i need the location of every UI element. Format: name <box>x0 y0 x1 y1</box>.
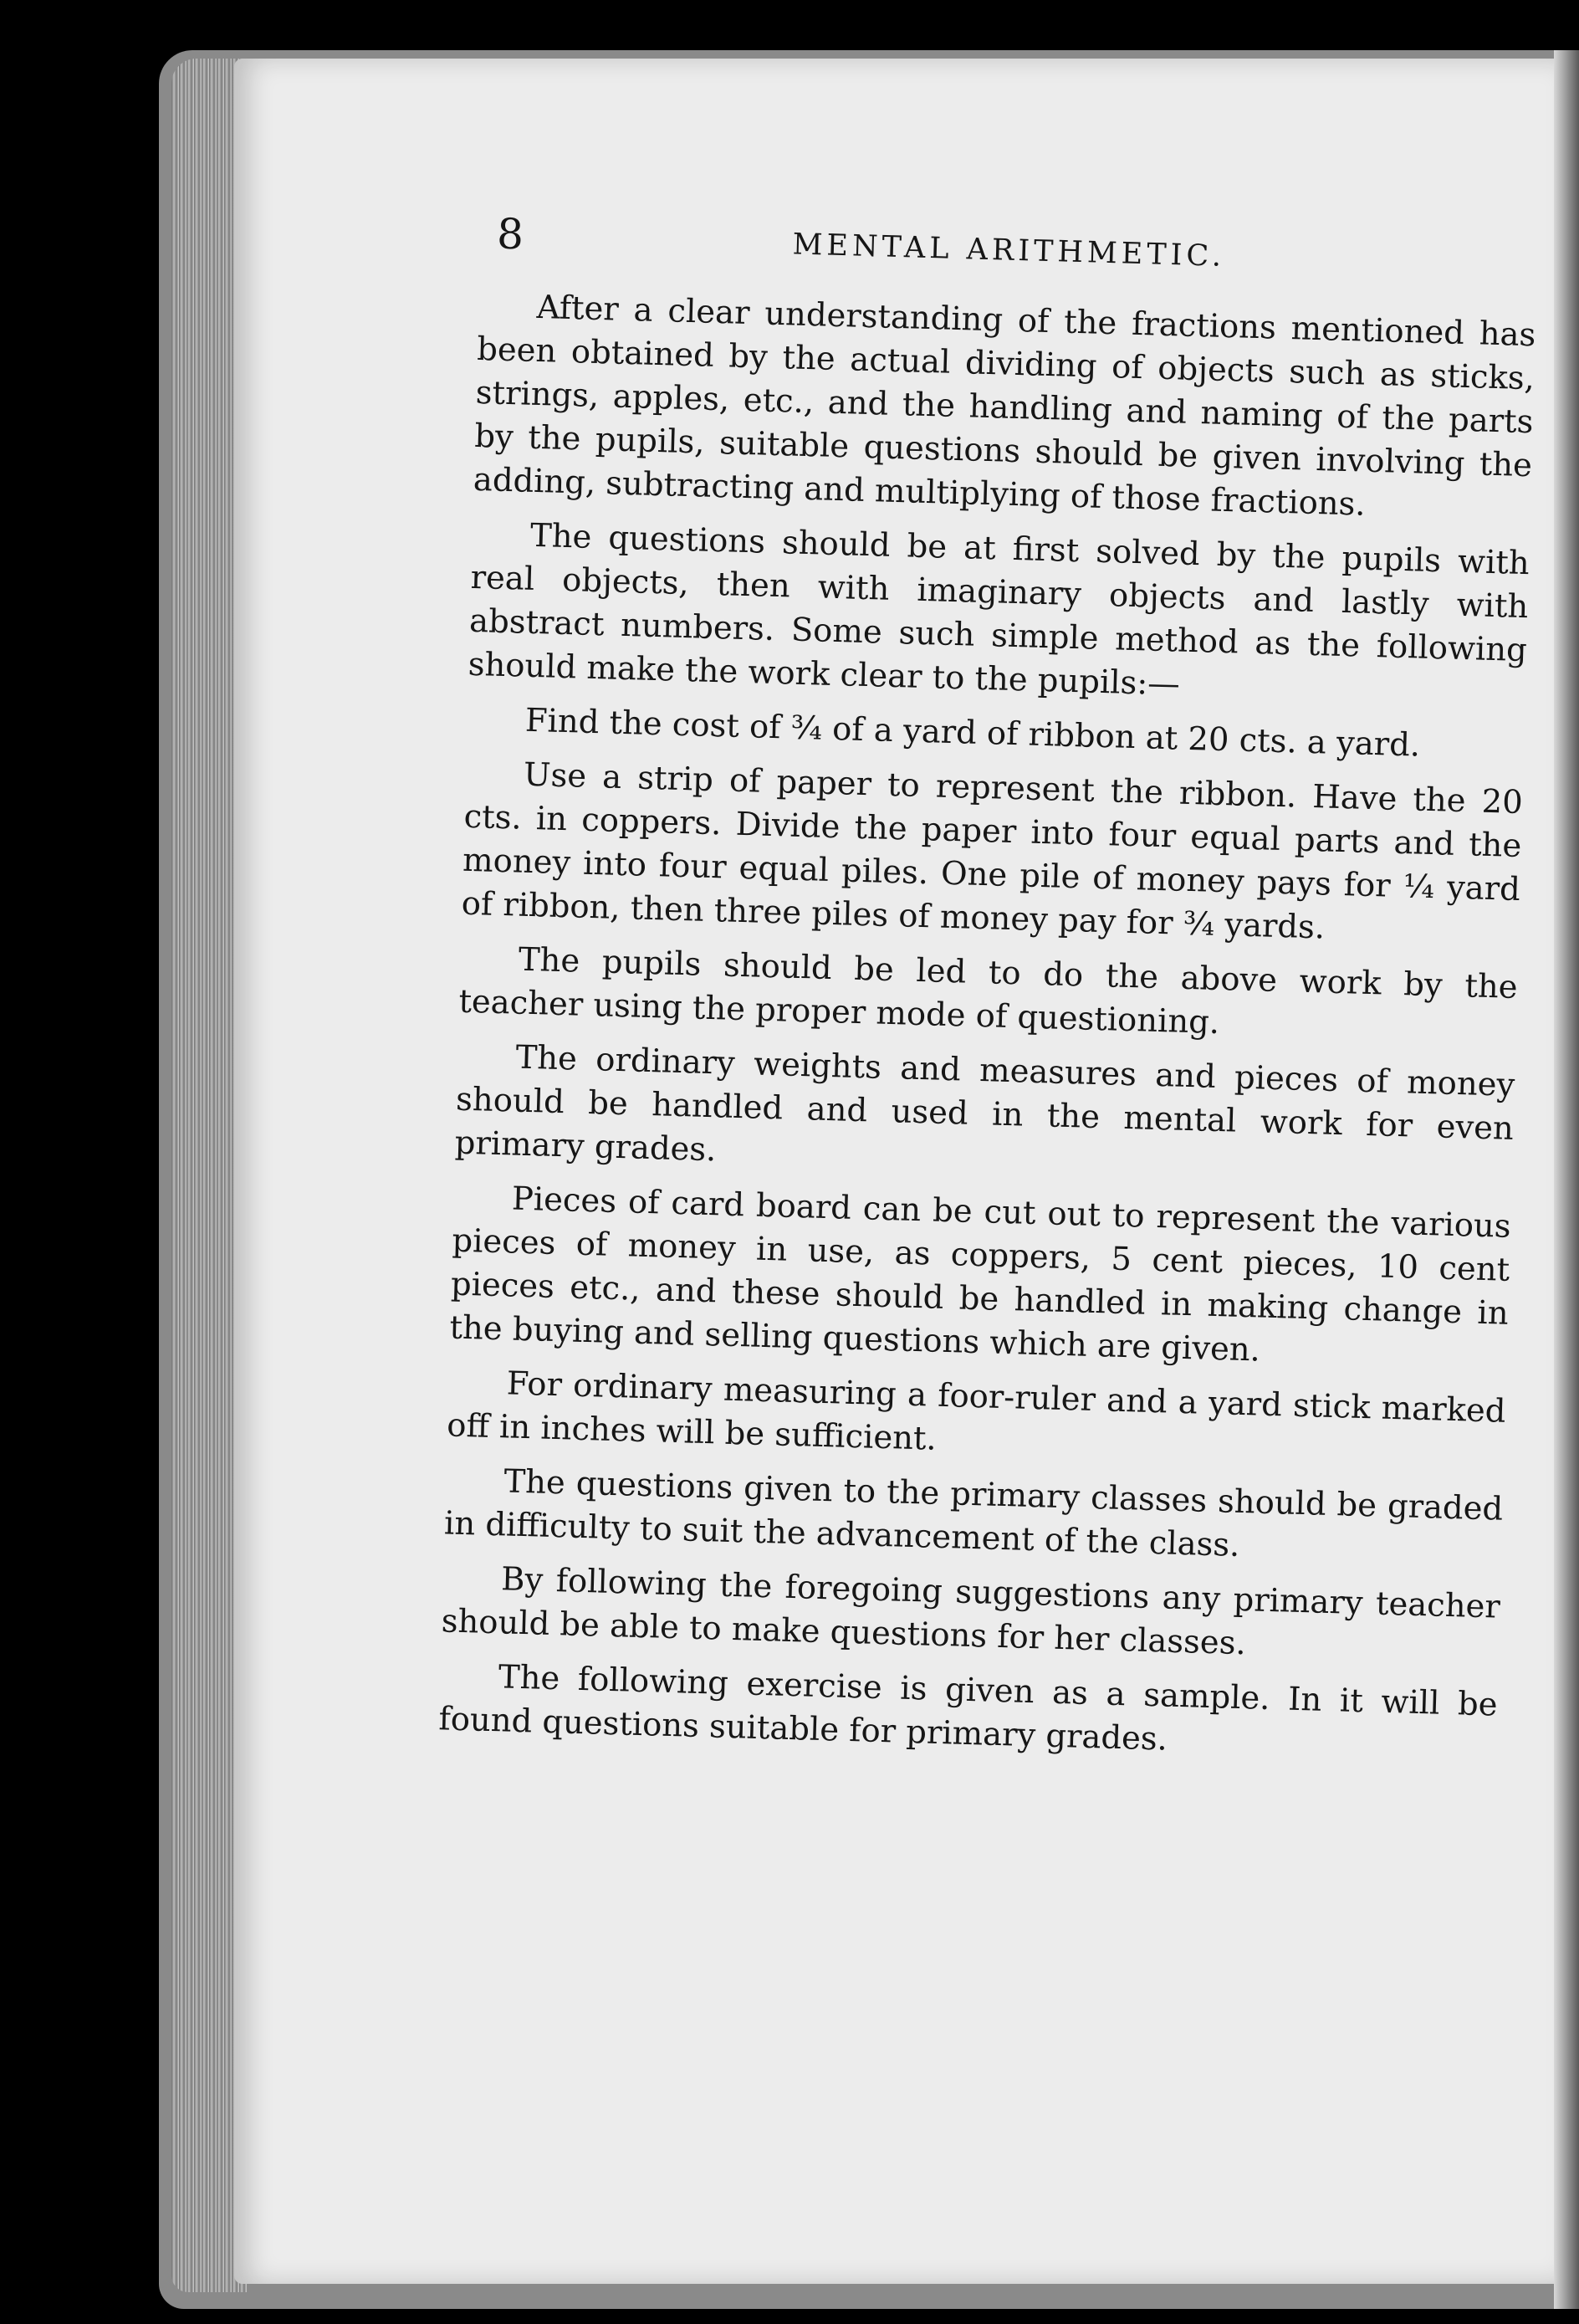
paragraph-3: Find the cost of ¾ of a yard of ribbon at 20 cts. a yard. <box>524 701 1421 765</box>
page-number: 8 <box>496 209 524 259</box>
paragraph-9: The questions given to the primary classes should be graded in difficulty to suit the advancement of the class. <box>443 1462 1504 1564</box>
paragraph-6: The ordinary weights and measures and pieces of money should be handled and used in the mental work for even primary grades. <box>454 1038 1515 1170</box>
paragraph-8: For ordinary measuring a foor-ruler and a yard stick marked off in inches will be sufficient. <box>446 1364 1506 1458</box>
paragraph-7: Pieces of card board can be cut out to represent the various pieces of money in use, as coppers, 5 cent pieces, 10 cent pieces etc., and these should be handled in making change in the buying and selling questions which are given. <box>449 1180 1512 1369</box>
paragraph-5: The pupils should be led to do the above work by the teacher using the proper mode of questioning. <box>457 940 1519 1042</box>
paragraph-10: By following the foregoing suggestions any primary teacher should be able to make questions for her classes. <box>441 1560 1501 1663</box>
page-text-block <box>437 209 1538 1782</box>
paragraph-1: After a clear understanding of the fractions mentioned has been obtained by the actual dividing of objects such as sticks, strings, apples, etc., and the handling and naming of the parts by the pupils, suitable questions should be given involving the adding, subtracting and multiplying of those fractions. <box>473 288 1536 524</box>
paragraph-4: Use a strip of paper to represent the ribbon. Have the 20 cts. in coppers. Divide the paper into four equal parts and the money into four equal piles. One pile of money pays for ¼ yard of ribbon, then three piles of money pay for ¾ yards. <box>461 755 1524 947</box>
book-gutter-edge <box>1554 50 1579 2309</box>
running-title: MENTAL ARITHMETIC. <box>792 228 1226 274</box>
paragraph-2: The questions should be at first solved by the pupils with real objects, then with imaginary objects and lastly with abstract numbers. Some such simple method as the following should make the work clear to the pupils:— <box>468 516 1530 704</box>
paragraph-11: The following exercise is given as a sample. In it will be found questions suitable for primary grades. <box>437 1658 1499 1758</box>
